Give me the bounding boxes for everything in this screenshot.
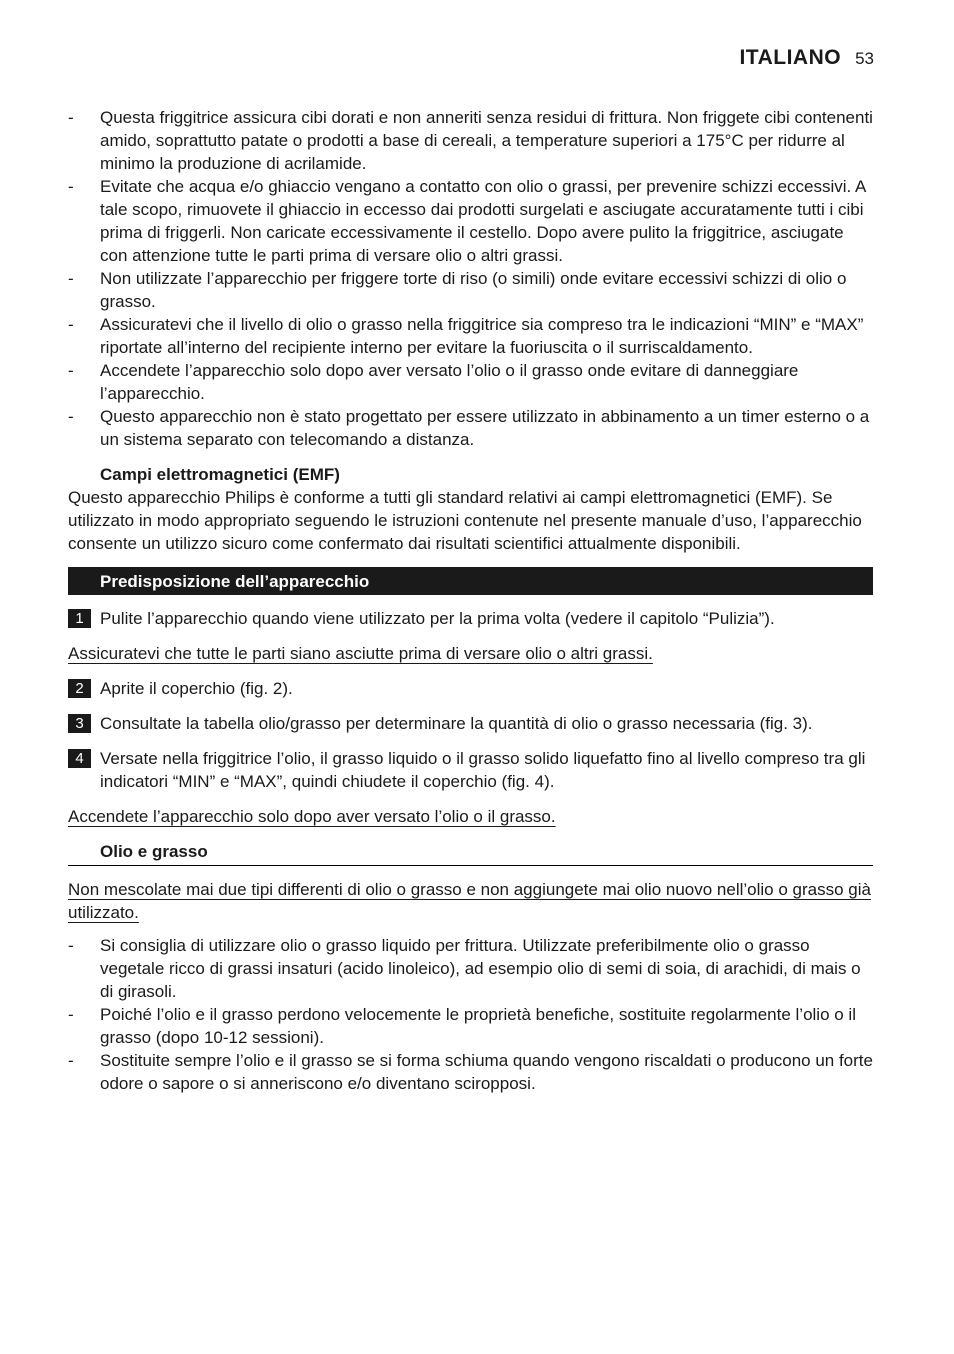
list-item	[68, 1003, 873, 1049]
list-item	[68, 359, 873, 405]
step-number: 3	[68, 714, 91, 733]
setup-step-3	[68, 712, 873, 735]
bullet-dash: -	[68, 1051, 74, 1070]
oil-bullet-list	[68, 934, 873, 1095]
bullet-dash: -	[68, 108, 74, 127]
step-number: 4	[68, 749, 91, 768]
emf-heading: Campi elettromagnetici (EMF)	[100, 465, 340, 484]
list-item	[68, 175, 873, 267]
list-item-text: Questo apparecchio non è stato progettato per essere utilizzato in abbinamento a un timer esterno o a un sistema separato con telecomando a distanza.	[100, 407, 870, 449]
bullet-dash: -	[68, 269, 74, 288]
list-item-text: Evitate che acqua e/o ghiaccio vengano a contatto con olio o grassi, per prevenire schizzi eccessivi. A tale scopo, rimuovete il ghiaccio in eccesso dai prodotti surgelati e asciugate accuratamente tutti i cibi prima di friggerli. Non caricate eccessivamente il cestello. Dopo avere pulito la friggitrice, asciugate con attenzione tutte le parti prima di versare olio o altri grassi.	[100, 177, 866, 265]
setup-step-1	[68, 607, 873, 630]
dry-parts-note: Assicuratevi che tutte le parti siano asciutte prima di versare olio o altri grassi.	[68, 644, 653, 663]
oil-heading: Olio e grasso	[68, 840, 873, 866]
list-item	[68, 934, 873, 1003]
list-item-text: Poiché l’olio e il grasso perdono velocemente le proprietà benefiche, sostituite regolarmente l’olio o il grasso (dopo 10-12 sessioni).	[100, 1005, 856, 1047]
step-text: Pulite l’apparecchio quando viene utilizzato per la prima volta (vedere il capitolo “Pulizia”).	[100, 609, 775, 628]
list-item	[68, 313, 873, 359]
intro-bullet-list	[68, 106, 873, 451]
page-number: 53	[855, 49, 874, 68]
step-text: Aprite il coperchio (fig. 2).	[100, 679, 293, 698]
step-number: 2	[68, 679, 91, 698]
emf-paragraph: Questo apparecchio Philips è conforme a tutti gli standard relativi ai campi elettromagnetici (EMF). Se utilizzato in modo appropriato seguendo le istruzioni contenute nel presente manuale d’uso, l’apparecchio consente un utilizzo sicuro come confermato dai risultati scientifici attualmente disponibili.	[68, 488, 862, 553]
bullet-dash: -	[68, 315, 74, 334]
list-item-text: Assicuratevi che il livello di olio o grasso nella friggitrice sia compreso tra le indicazioni “MIN” e “MAX” riportate all’interno del recipiente interno per evitare la fuoriuscita o il surriscaldamento.	[100, 315, 864, 357]
step-text: Versate nella friggitrice l’olio, il grasso liquido o il grasso solido liquefatto fino al livello compreso tra gli indicatori “MIN” e “MAX”, quindi chiudete il coperchio (fig. 4).	[100, 749, 866, 791]
list-item	[68, 267, 873, 313]
list-item-text: Questa friggitrice assicura cibi dorati e non anneriti senza residui di frittura. Non friggete cibi contenenti amido, soprattutto patate o prodotti a base di cereali, a temperature superiori a 175°C per ridurre al minimo la produzione di acrilamide.	[100, 108, 873, 173]
bullet-dash: -	[68, 1005, 74, 1024]
step-number: 1	[68, 609, 91, 628]
setup-step-4	[68, 747, 873, 793]
setup-section-heading: Predisposizione dell’apparecchio	[68, 567, 873, 595]
bullet-dash: -	[68, 407, 74, 426]
list-item	[68, 106, 873, 175]
list-item-text: Non utilizzate l’apparecchio per friggere torte di riso (o simili) onde evitare eccessivi schizzi di olio o grasso.	[100, 269, 847, 311]
list-item-text: Si consiglia di utilizzare olio o grasso liquido per frittura. Utilizzate preferibilmente olio o grasso vegetale ricco di grassi insaturi (acido linoleico), ad esempio olio di semi di soia, di arachidi, di mais o di girasoli.	[100, 936, 861, 1001]
oil-mixing-warning: Non mescolate mai due tipi differenti di olio o grasso e non aggiungete mai olio nuovo nell’olio o grasso già utilizzato.	[68, 880, 871, 922]
list-item	[68, 405, 873, 451]
bullet-dash: -	[68, 936, 74, 955]
bullet-dash: -	[68, 361, 74, 380]
list-item	[68, 1049, 873, 1095]
list-item-text: Accendete l’apparecchio solo dopo aver versato l’olio o il grasso onde evitare di danneggiare l’apparecchio.	[100, 361, 799, 403]
page-header	[739, 46, 874, 70]
step-text: Consultate la tabella olio/grasso per determinare la quantità di olio o grasso necessaria (fig. 3).	[100, 714, 813, 733]
bullet-dash: -	[68, 177, 74, 196]
setup-step-2	[68, 677, 873, 700]
list-item-text: Sostituite sempre l’olio e il grasso se si forma schiuma quando vengono riscaldati o producono un forte odore o sapore o si anneriscono e/o diventano sciropposi.	[100, 1051, 873, 1093]
language-label: ITALIANO	[739, 46, 842, 69]
switch-on-note: Accendete l’apparecchio solo dopo aver versato l’olio o il grasso.	[68, 807, 556, 826]
page-content	[68, 106, 873, 1095]
